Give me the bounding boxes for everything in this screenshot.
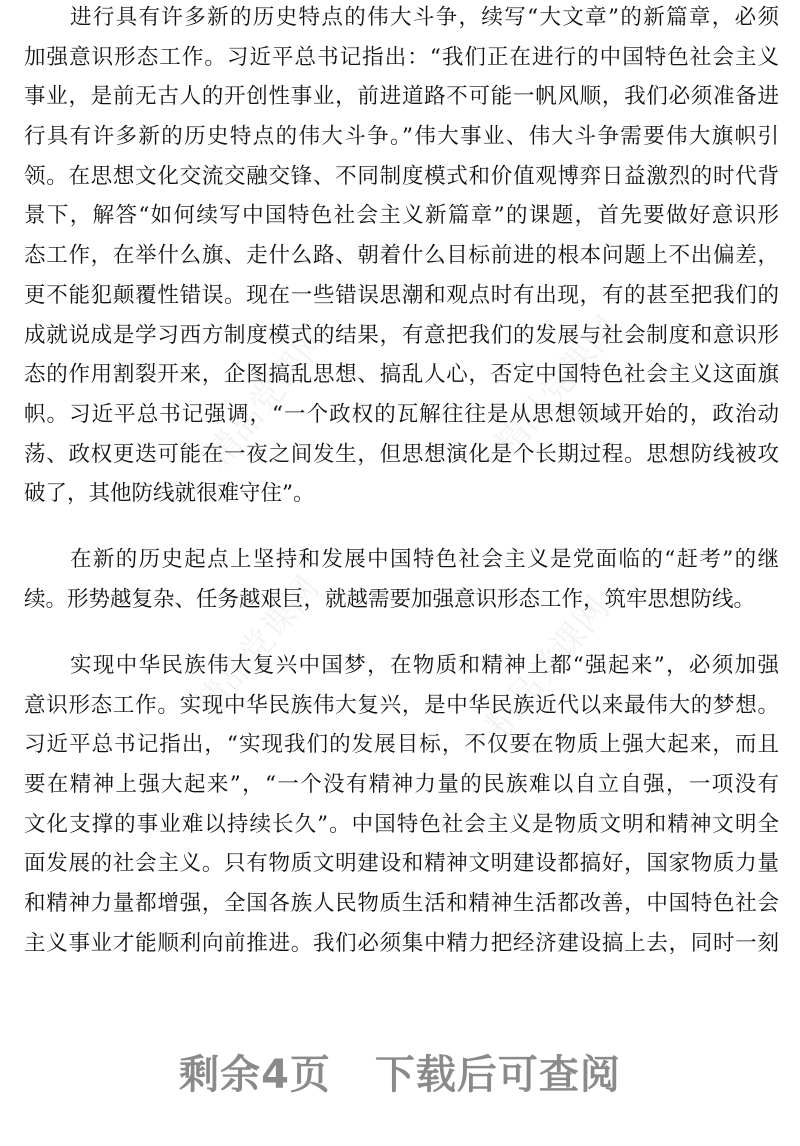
watermark: 精品党课网 [487,308,628,465]
paragraph-1 [24,0,779,514]
text-line: 习近平总书记指出，“实现我们的发展目标，不仅要在物质上强大起来，而且 [24,732,779,758]
text-line: 进行具有许多新的历史特点的伟大斗争，续写“大文章”的新篇章，必须 [70,5,779,30]
download-hint-label[interactable]: 下载后可查阅 [374,1052,621,1098]
preview-limit-banner [0,1043,800,1100]
text-line: 要在精神上强大起来”，“一个没有精神力量的民族难以自立自强，一项没有 [24,772,779,798]
text-line: 续。形势越复杂、任务越艰巨，就越需要加强意识形态工作，筑牢思想防线。 [24,586,756,612]
text-line: 行具有许多新的历史特点的伟大斗争。”伟大事业、伟大斗争需要伟大旗帜引 [24,124,779,150]
remaining-pages-label: 剩余4页 [179,1052,331,1098]
text-line: 态的作用割裂开来，企图搞乱思想、搞乱人心，否定中国特色社会主义这面旗 [24,362,779,388]
text-line: 领。在思想文化交流交融交锋、不同制度模式和价值观博弈日益激烈的时代背 [24,163,779,189]
text-line: 成就说成是学习西方制度模式的结果，有意把我们的发展与社会制度和意识形 [24,322,779,348]
watermark: 精品党课网 [477,588,618,745]
text-line: 在新的历史起点上坚持和发展中国特色社会主义是党面临的“赶考”的继 [70,547,779,572]
watermark: 精品党课网 [187,568,328,725]
text-line: 荡、政权更迭可能在一夜之间发生，但思想演化是个长期过程。思想防线被攻 [24,441,779,467]
text-line: 破了，其他防线就很难守住”。 [24,481,315,507]
text-line: 面发展的社会主义。只有物质文明建设和精神文明建设都搞好，国家物质力量 [24,851,779,877]
paragraph-2 [24,540,779,619]
text-line: 实现中华民族伟大复兴中国梦，在物质和精神上都“强起来”，必须加强 [70,653,779,678]
text-line: 意识形态工作。实现中华民族伟大复兴，是中华民族近代以来最伟大的梦想。 [24,692,779,718]
watermark: 精品党课网 [197,318,338,475]
text-line: 加强意识形态工作。习近平总书记指出：“我们正在进行的中国特色社会主义 [24,44,779,70]
text-line: 主义事业才能顺利向前推进。我们必须集中精力把经济建设搞上去，同时一刻 [24,930,779,956]
text-line: 文化支撑的事业难以持续长久”。中国特色社会主义是物质文明和精神文明全 [24,811,779,837]
text-line: 和精神力量都增强，全国各族人民物质生活和精神生活都改善，中国特色社会 [24,891,779,917]
text-line: 帜。习近平总书记强调，“一个政权的瓦解往往是从思想领域开始的，政治动 [24,401,779,427]
text-line: 事业，是前无古人的开创性事业，前进道路不可能一帆风顺，我们必须准备进 [24,84,779,110]
paragraph-3 [24,646,779,964]
text-line: 景下，解答“如何续写中国特色社会主义新篇章”的课题，首先要做好意识形 [24,203,779,229]
text-line: 态工作，在举什么旗、走什么路、朝着什么目标前进的根本问题上不出偏差， [24,243,779,269]
text-line: 更不能犯颠覆性错误。现在一些错误思潮和观点时有出现，有的甚至把我们的 [24,282,779,308]
